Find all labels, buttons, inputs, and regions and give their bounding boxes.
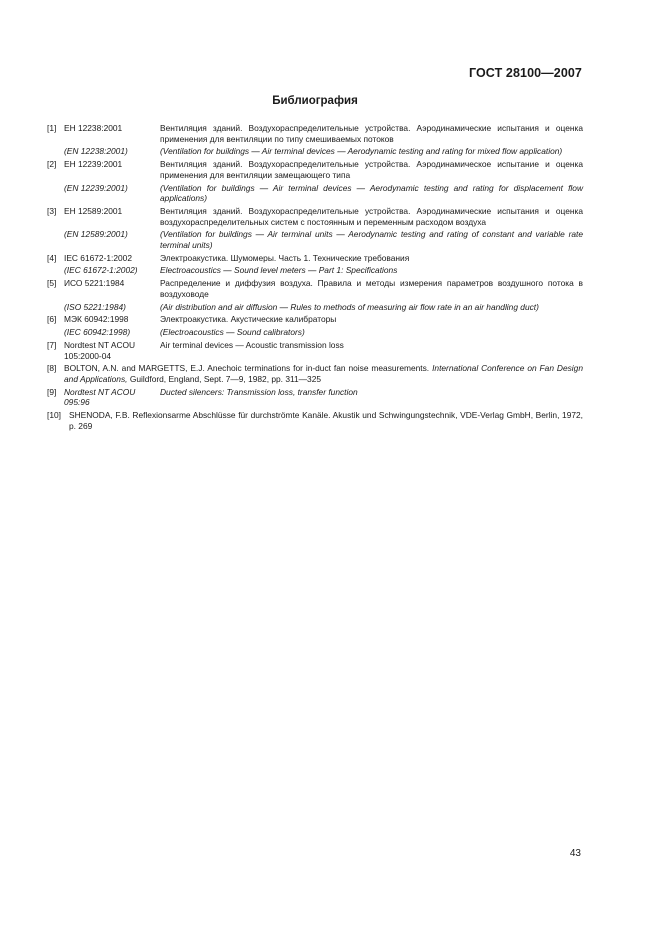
entry-number bbox=[47, 183, 64, 204]
entry-number: [2] bbox=[47, 159, 57, 170]
entry-text: (Ventilation for buildings — Air terminal devices — Aerodynamic testing and rating for displacement flow applications) bbox=[160, 182, 583, 204]
entry-code: МЭК 60942:1998 bbox=[64, 314, 129, 325]
entry-code: (IEC 61672-1:2002) bbox=[64, 265, 138, 276]
bibliography-entry-translation bbox=[47, 327, 583, 338]
bibliography-entry-translation bbox=[47, 302, 583, 313]
bibliography-entry bbox=[47, 206, 583, 227]
bibliography-entry-translation bbox=[47, 265, 583, 276]
bibliography-entry bbox=[47, 363, 583, 384]
entry-code: (EN 12239:2001) bbox=[64, 182, 128, 193]
entry-number bbox=[47, 265, 64, 276]
entry-code: (EN 12238:2001) bbox=[64, 146, 128, 157]
entry-code: Nordtest NT ACOU 095:96 bbox=[64, 386, 136, 408]
entry-code: (EN 12589:2001) bbox=[64, 229, 128, 240]
entry-text: Air terminal devices — Acoustic transmission loss bbox=[160, 339, 344, 350]
entry-text: (Ventilation for buildings — Air terminal units — Aerodynamic testing and rating of constant and variable rate terminal units) bbox=[160, 229, 583, 250]
bibliography-title: Библиография bbox=[272, 95, 358, 107]
bibliography-entry bbox=[47, 314, 583, 325]
entry-number: [9] bbox=[47, 386, 57, 397]
bibliography-entry-translation bbox=[47, 146, 583, 157]
bibliography-entry bbox=[47, 278, 583, 299]
entry-number: [6] bbox=[47, 314, 57, 325]
entry-number bbox=[47, 146, 64, 157]
entry-text: Вентиляция зданий. Воздухораспределительные устройства. Аэродинамические испытания и оценка воздухораспределительных систем с постоянным и переменным расходом воздуха bbox=[160, 205, 583, 227]
entry-text: BOLTON, A.N. and MARGETTS, E.J. Anechoic terminations for in-duct fan noise measurements. bbox=[64, 363, 430, 374]
entry-code: (ISO 5221:1984) bbox=[64, 301, 126, 312]
entry-number: [5] bbox=[47, 278, 57, 289]
bibliography-list bbox=[47, 123, 583, 431]
entry-code: Nordtest NT ACOU 105:2000-04 bbox=[64, 339, 136, 361]
entry-code: ИСО 5221:1984 bbox=[64, 278, 125, 289]
entry-number: [3] bbox=[47, 205, 57, 216]
document-code: ГОСТ 28100—2007 bbox=[468, 66, 582, 80]
bibliography-entry bbox=[47, 123, 583, 144]
entry-number bbox=[47, 229, 64, 250]
entry-text: (Ventilation for buildings — Air terminal devices — Aerodynamic testing and rating for mixed flow application) bbox=[160, 146, 563, 157]
entry-code: ЕН 12239:2001 bbox=[64, 159, 123, 170]
bibliography-entry bbox=[47, 159, 583, 180]
entry-number: [8] bbox=[47, 363, 57, 374]
entry-text-block bbox=[64, 363, 583, 384]
entry-number: [7] bbox=[47, 339, 57, 350]
entry-text: Электроакустика. Шумомеры. Часть 1. Технические требования bbox=[160, 252, 410, 263]
entry-code: (IEC 60942:1998) bbox=[64, 327, 131, 338]
entry-text: (Air distribution and air diffusion — Rules to methods of measuring air flow rate in an air handling duct) bbox=[160, 301, 539, 312]
bibliography-entry bbox=[47, 253, 583, 264]
bibliography-entry-translation bbox=[47, 183, 583, 204]
entry-text: Вентиляция зданий. Воздухораспределительные устройства. Аэродинамические испытания и оценка применения для вентиляции по типу смешиваемых потоков bbox=[160, 123, 583, 144]
entry-text-italic: International Conference on Fan Design and Applications, bbox=[64, 363, 583, 384]
entry-number: [4] bbox=[47, 252, 57, 263]
entry-text: Electroacoustics — Sound level meters — Part 1: Specifications bbox=[160, 265, 398, 276]
entry-number: [10] bbox=[47, 410, 61, 421]
entry-number bbox=[47, 302, 64, 313]
bibliography-entry bbox=[47, 410, 583, 431]
entry-number: [1] bbox=[47, 123, 57, 133]
entry-text: Распределение и диффузия воздуха. Правила и методы измерения параметров воздушного потока в воздуховоде bbox=[160, 278, 583, 299]
entry-code: ЕН 12238:2001 bbox=[64, 123, 123, 133]
entry-code: IEC 61672-1:2002 bbox=[64, 252, 132, 263]
entry-text: Ducted silencers: Transmission loss, transfer function bbox=[160, 386, 358, 397]
page-number: 43 bbox=[569, 848, 581, 859]
bibliography-entry-translation bbox=[47, 229, 583, 250]
entry-text: Вентиляция зданий. Воздухораспределительные устройства. Аэродинамическое испытание и оценка применения для вентиляции замещающего типа bbox=[160, 159, 583, 180]
entry-number bbox=[47, 327, 64, 338]
bibliography-entry bbox=[47, 340, 583, 361]
entry-text: Электроакустика. Акустические калибраторы bbox=[160, 314, 337, 325]
bibliography-entry bbox=[47, 387, 583, 408]
entry-text: SHENODA, F.B. Reflexionsarme Abschlüsse für durchströmte Kanäle. Akustik und Schwingungstechnik, VDE-Verlag GmbH, Berlin, 1972, p. 269 bbox=[69, 410, 583, 431]
entry-text-tail: Guildford, England, Sept. 7—9, 1982, pp. 311—325 bbox=[129, 373, 322, 384]
entry-code: ЕН 12589:2001 bbox=[64, 205, 123, 216]
entry-text: (Electroacoustics — Sound calibrators) bbox=[160, 327, 305, 338]
